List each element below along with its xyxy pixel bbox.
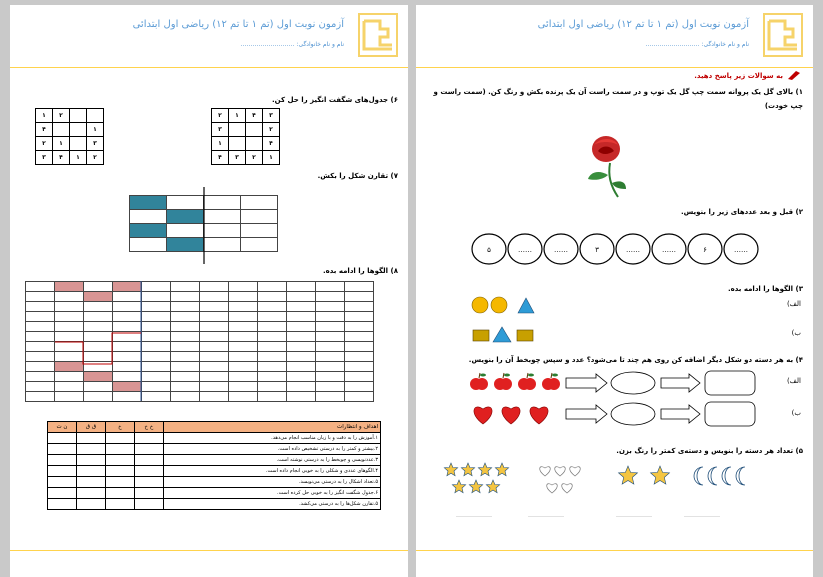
eval-header-cell: خ خ: [134, 422, 163, 433]
magic-table-b: [35, 108, 104, 165]
heart-icon: [530, 407, 548, 424]
question-4: ۴) به هر دسته دو شکل دیگر اضافه کن روی هم چند تا می‌شود؟ عدد و سپس چوبخط آن را بنویس.: [468, 356, 803, 364]
answer-blank-4[interactable]: ………………: [684, 512, 720, 519]
eval-mark-cell[interactable]: [76, 466, 105, 477]
pattern-overlay: [25, 281, 375, 401]
symmetry-axis: [203, 187, 205, 264]
question-1-cont: چپ خودت): [764, 102, 803, 110]
table-cell: ۱: [36, 109, 53, 123]
star-icon: [444, 463, 457, 476]
star-icon: [478, 463, 491, 476]
table-cell: ۲: [212, 109, 229, 123]
table-cell: ۲: [246, 151, 263, 165]
header-divider: [416, 67, 813, 68]
moon-icon: [722, 467, 731, 485]
hearts-row: [471, 400, 756, 430]
exam-page-right: [416, 5, 813, 577]
eval-mark-cell[interactable]: [105, 444, 134, 455]
table-cell[interactable]: [246, 137, 263, 151]
eval-mark-cell[interactable]: [76, 477, 105, 488]
eval-mark-cell[interactable]: [48, 499, 77, 510]
table-cell: ۴: [246, 109, 263, 123]
eval-criterion: ۲.بیشتر و کمتر را به درستی تشخیص داده است.: [163, 444, 380, 455]
eval-mark-cell[interactable]: [76, 444, 105, 455]
table-cell[interactable]: [70, 137, 87, 151]
footer-divider: [10, 550, 408, 551]
eval-mark-cell[interactable]: [105, 499, 134, 510]
apple-icon: [518, 373, 536, 390]
q3-label-a: الف): [786, 300, 801, 308]
rose-icon: [580, 133, 630, 199]
eval-mark-cell[interactable]: [134, 455, 163, 466]
eval-mark-cell[interactable]: [48, 433, 77, 444]
student-name-line: نام و نام خانوادگی: ………………………: [240, 41, 344, 48]
eval-header-cell: ن ت: [48, 422, 77, 433]
eval-mark-cell[interactable]: [105, 466, 134, 477]
table-cell: ۲: [263, 123, 280, 137]
eval-header-cell: ق ق: [76, 422, 105, 433]
eval-mark-cell[interactable]: [76, 455, 105, 466]
eval-mark-cell[interactable]: [134, 433, 163, 444]
logo-icon: [763, 13, 803, 57]
star-icon: [651, 466, 670, 484]
eval-mark-cell[interactable]: [48, 477, 77, 488]
heart-outline-icon: [540, 467, 551, 476]
table-cell: ۴: [212, 151, 229, 165]
question-6: ۶) جدول‌های شگفت انگیز را حل کن.: [272, 96, 398, 104]
eval-criterion: ۴.الگوهای عددی و شکلی را به خوبی انجام داده است.: [163, 466, 380, 477]
table-cell: ۲: [87, 151, 104, 165]
moon-icon: [694, 467, 703, 485]
question-1: ۱) بالای گل یک پروانه سمت چپ گل یک توپ و در سمت راست آن یک پرنده بکش و رنگ کن. (سمت راست و: [433, 88, 803, 96]
table-cell: ۴: [53, 151, 70, 165]
eval-mark-cell[interactable]: [134, 477, 163, 488]
eval-mark-cell[interactable]: [134, 488, 163, 499]
eval-mark-cell[interactable]: [105, 488, 134, 499]
question-2: ۲) قبل و بعد عددهای زیر را بنویس.: [680, 208, 803, 216]
student-name-line: نام و نام خانوادگی: ………………………: [645, 41, 749, 48]
evaluation-table: [47, 421, 381, 510]
heart-outline-icon: [562, 484, 573, 493]
instruction: به سوالات زیر پاسخ دهید.: [694, 72, 783, 80]
eval-mark-cell[interactable]: [105, 477, 134, 488]
table-cell[interactable]: [53, 123, 70, 137]
pattern-a-shapes: [471, 296, 536, 316]
answer-blank-2[interactable]: ………………: [528, 512, 564, 519]
apple-icon: [542, 373, 560, 390]
chain-value: ……: [626, 246, 640, 254]
table-cell: ۱: [263, 151, 280, 165]
eval-mark-cell[interactable]: [48, 455, 77, 466]
table-cell: ۱: [53, 137, 70, 151]
chain-value: ۳: [595, 246, 599, 254]
star-icon: [486, 480, 499, 493]
eval-header-cell: اهداف و انتظارات: [163, 422, 380, 433]
table-cell[interactable]: [246, 123, 263, 137]
eval-criterion: ۳.عددنویسی و چوبخط را به درستی نوشته است.: [163, 455, 380, 466]
heart-icon: [474, 407, 492, 424]
eval-mark-cell[interactable]: [76, 499, 105, 510]
eval-criterion: ۵.تعداد اشکال را به درستی می‌نویسد.: [163, 477, 380, 488]
table-cell[interactable]: [87, 109, 104, 123]
pattern-b-shapes: [471, 325, 539, 345]
pencil-icon: [787, 70, 801, 80]
eval-mark-cell[interactable]: [134, 444, 163, 455]
question-8: ۸) الگوها را ادامه بده.: [322, 267, 398, 275]
table-cell[interactable]: [70, 123, 87, 137]
eval-mark-cell[interactable]: [105, 433, 134, 444]
star-icon: [495, 463, 508, 476]
eval-mark-cell[interactable]: [76, 488, 105, 499]
chain-value: ۵: [487, 246, 491, 254]
table-cell: ۳: [212, 123, 229, 137]
table-cell[interactable]: [70, 109, 87, 123]
heart-icon: [502, 407, 520, 424]
table-cell[interactable]: [229, 137, 246, 151]
logo-icon: [358, 13, 398, 57]
eval-mark-cell[interactable]: [134, 466, 163, 477]
eval-mark-cell[interactable]: [134, 499, 163, 510]
table-cell: ۱: [229, 109, 246, 123]
number-chain: [471, 229, 756, 269]
eval-criterion: ۶.جدول شگفت انگیز را به خوبی حل کرده است.: [163, 488, 380, 499]
heart-outline-icon: [570, 467, 581, 476]
apples-row: [471, 369, 756, 399]
q3-label-b: ب): [791, 329, 801, 337]
chain-value: ……: [554, 246, 568, 254]
table-cell: ۴: [263, 137, 280, 151]
question-7: ۷) تقارن شکل را بکش.: [317, 172, 398, 180]
table-cell: ۳: [36, 151, 53, 165]
table-cell: ۳: [229, 151, 246, 165]
eval-mark-cell[interactable]: [48, 488, 77, 499]
question-5: ۵) تعداد هر دسته را بنویس و دسته‌ی کمتر را رنگ بزن.: [616, 447, 803, 455]
exam-page-left: [10, 5, 408, 577]
heart-outline-icon: [555, 467, 566, 476]
eval-header-cell: خ: [105, 422, 134, 433]
eval-mark-cell[interactable]: [48, 466, 77, 477]
apple-icon: [470, 373, 488, 390]
table-cell: ۱: [70, 151, 87, 165]
eval-criterion: ۱.آموزش را به دقت و با زبان مناسب انجام می‌دهد.: [163, 433, 380, 444]
moon-icon: [708, 467, 717, 485]
page-title: آزمون نوبت اول (تم ۱ تا تم ۱۲) ریاضی اول ابتدائی: [537, 19, 749, 30]
apple-icon: [494, 373, 512, 390]
chain-value: ……: [518, 246, 532, 254]
chain-value: ۶: [703, 246, 707, 254]
table-cell: ۳: [87, 137, 104, 151]
magic-table-a: [211, 108, 280, 165]
table-cell: ۳: [263, 109, 280, 123]
heart-outline-icon: [547, 484, 558, 493]
chain-value: ……: [734, 246, 748, 254]
eval-mark-cell[interactable]: [48, 444, 77, 455]
q4-label-a: الف): [786, 377, 801, 385]
eval-mark-cell[interactable]: [76, 433, 105, 444]
table-cell: ۱: [87, 123, 104, 137]
table-cell[interactable]: [229, 123, 246, 137]
table-cell: ۲: [36, 137, 53, 151]
question-3: ۳) الگوها را ادامه بده.: [727, 285, 803, 293]
table-cell: ۲: [53, 109, 70, 123]
page-title: آزمون نوبت اول (تم ۱ تا تم ۱۲) ریاضی اول ابتدائی: [132, 19, 344, 30]
star-icon: [469, 480, 482, 493]
eval-criterion: ۵.تقارن شکل‌ها را به درستی می‌کشد.: [163, 499, 380, 510]
counting-groups: [441, 460, 761, 500]
answer-blank-1[interactable]: ………………: [456, 512, 492, 519]
q4-label-b: ب): [791, 409, 801, 417]
chain-value: ……: [662, 246, 676, 254]
eval-mark-cell[interactable]: [105, 455, 134, 466]
header-divider: [10, 67, 408, 68]
answer-blank-3[interactable]: ………………: [616, 512, 652, 519]
star-icon: [452, 480, 465, 493]
star-icon: [619, 466, 638, 484]
moon-icon: [736, 467, 745, 485]
footer-divider: [416, 550, 813, 551]
table-cell: ۴: [36, 123, 53, 137]
table-cell: ۱: [212, 137, 229, 151]
star-icon: [461, 463, 474, 476]
